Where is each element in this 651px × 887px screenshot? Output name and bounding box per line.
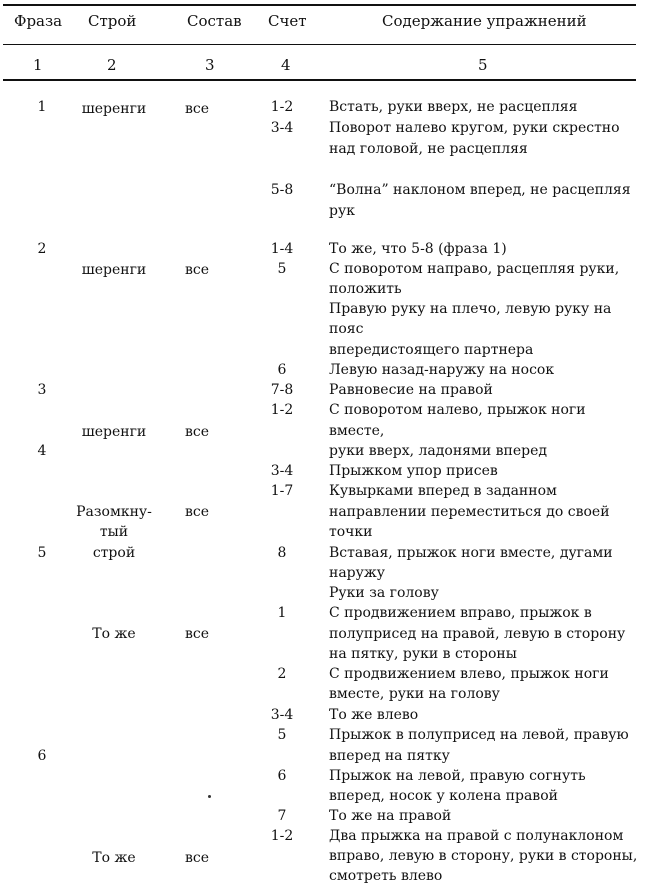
content-line: С продвижением вправо, прыжок в xyxy=(329,605,592,621)
content-line: пояс xyxy=(329,321,364,337)
content-line: Встать, руки вверх, не расцепляя xyxy=(329,99,578,115)
formation-cell: тый xyxy=(99,524,129,540)
header-composition: Состав xyxy=(187,12,242,30)
count-cell: 1-4 xyxy=(270,241,294,257)
content-line: направлении переместиться до своей xyxy=(329,504,610,520)
count-cell: 1 xyxy=(277,605,287,621)
count-cell: 1-2 xyxy=(270,402,294,418)
composition-cell: все xyxy=(184,626,209,642)
header-rule xyxy=(3,44,636,45)
phrase-number: 6 xyxy=(37,748,47,764)
content-line: Равновесие на правой xyxy=(329,382,493,398)
col-number-1: 1 xyxy=(33,56,43,74)
content-line: полуприсед на правой, левую в сторону xyxy=(329,626,626,642)
formation-cell: То же xyxy=(92,850,136,866)
composition-cell: все xyxy=(184,424,209,440)
content-line: Поворот налево кругом, руки скрестно xyxy=(329,120,620,136)
content-line: Кувырками вперед в заданном xyxy=(329,483,557,499)
content-line: То же на правой xyxy=(329,808,452,824)
col-number-3: 3 xyxy=(205,56,215,74)
content-line: Вставая, прыжок ноги вместе, дугами xyxy=(329,545,613,561)
content-line: впередистоящего партнера xyxy=(329,342,534,358)
phrase-number: 3 xyxy=(37,382,47,398)
composition-cell: все xyxy=(184,850,209,866)
formation-cell: строй xyxy=(92,545,136,561)
count-cell: 5 xyxy=(277,727,287,743)
count-cell: 7-8 xyxy=(270,382,294,398)
content-line: Правую руку на плечо, левую руку на xyxy=(329,301,612,317)
count-cell: 3-4 xyxy=(270,707,294,723)
content-line: на пятку, руки в стороны xyxy=(329,646,517,662)
formation-cell: шеренги xyxy=(81,101,147,117)
formation-cell: шеренги xyxy=(81,424,147,440)
content-line: “Волна” наклоном вперед, не расцепляя xyxy=(329,182,631,198)
column-numbers-rule xyxy=(3,79,636,81)
count-cell: 8 xyxy=(277,545,287,561)
content-line: над головой, не расцепляя xyxy=(329,141,528,157)
col-number-2: 2 xyxy=(107,56,117,74)
count-cell: 3-4 xyxy=(270,120,294,136)
content-line: руки вверх, ладонями вперед xyxy=(329,443,548,459)
header-content: Содержание упражнений xyxy=(382,12,587,30)
content-line: Руки за голову xyxy=(329,585,439,601)
formation-cell: Разомкну- xyxy=(76,504,152,520)
count-cell: 7 xyxy=(277,808,287,824)
content-line: вправо, левую в сторону, руки в стороны, xyxy=(329,848,638,864)
composition-cell: все xyxy=(184,504,209,520)
content-line: То же, что 5-8 (фраза 1) xyxy=(329,241,507,257)
content-line: вперед на пятку xyxy=(329,748,450,764)
col-number-4: 4 xyxy=(281,56,291,74)
phrase-number: 4 xyxy=(37,443,47,459)
formation-cell: То же xyxy=(92,626,136,642)
header-phrase: Фраза xyxy=(14,12,63,30)
count-cell: 6 xyxy=(277,768,287,784)
count-cell: 5-8 xyxy=(270,182,294,198)
count-cell: 1-7 xyxy=(270,483,294,499)
count-cell: 1-2 xyxy=(270,828,294,844)
count-cell: 2 xyxy=(277,666,287,682)
content-line: точки xyxy=(329,524,373,540)
phrase-number: 1 xyxy=(37,99,47,115)
content-line: Прыжок на левой, правую согнуть xyxy=(329,768,586,784)
phrase-number: 5 xyxy=(37,545,47,561)
content-line: смотреть влево xyxy=(329,868,443,884)
content-line: Прыжок в полуприсед на левой, правую xyxy=(329,727,629,743)
phrase-number: 2 xyxy=(37,241,47,257)
content-line: наружу xyxy=(329,565,385,581)
content-line: С поворотом налево, прыжок ноги xyxy=(329,402,586,418)
content-line: положить xyxy=(329,281,402,297)
content-line: То же влево xyxy=(329,707,419,723)
count-cell: 3-4 xyxy=(270,463,294,479)
content-line: вместе, руки на голову xyxy=(329,686,500,702)
col-number-5: 5 xyxy=(478,56,488,74)
count-cell: 5 xyxy=(277,261,287,277)
composition-cell: все xyxy=(184,101,209,117)
top-rule xyxy=(3,4,636,6)
count-cell: 1-2 xyxy=(270,99,294,115)
content-line: С продвижением влево, прыжок ноги xyxy=(329,666,609,682)
content-line: Два прыжка на правой с полунаклоном xyxy=(329,828,624,844)
content-line: рук xyxy=(329,203,355,219)
composition-cell: все xyxy=(184,262,209,278)
formation-cell: шеренги xyxy=(81,262,147,278)
content-line: Прыжком упор присев xyxy=(329,463,498,479)
content-line: С поворотом направо, расцепляя руки, xyxy=(329,261,620,277)
header-count: Счет xyxy=(268,12,307,30)
content-line: Левую назад-наружу на носок xyxy=(329,362,555,378)
header-formation: Строй xyxy=(88,12,137,30)
count-cell: 6 xyxy=(277,362,287,378)
content-line: вместе, xyxy=(329,423,385,439)
content-line: вперед, носок у колена правой xyxy=(329,788,558,804)
stray-dot xyxy=(208,795,211,798)
